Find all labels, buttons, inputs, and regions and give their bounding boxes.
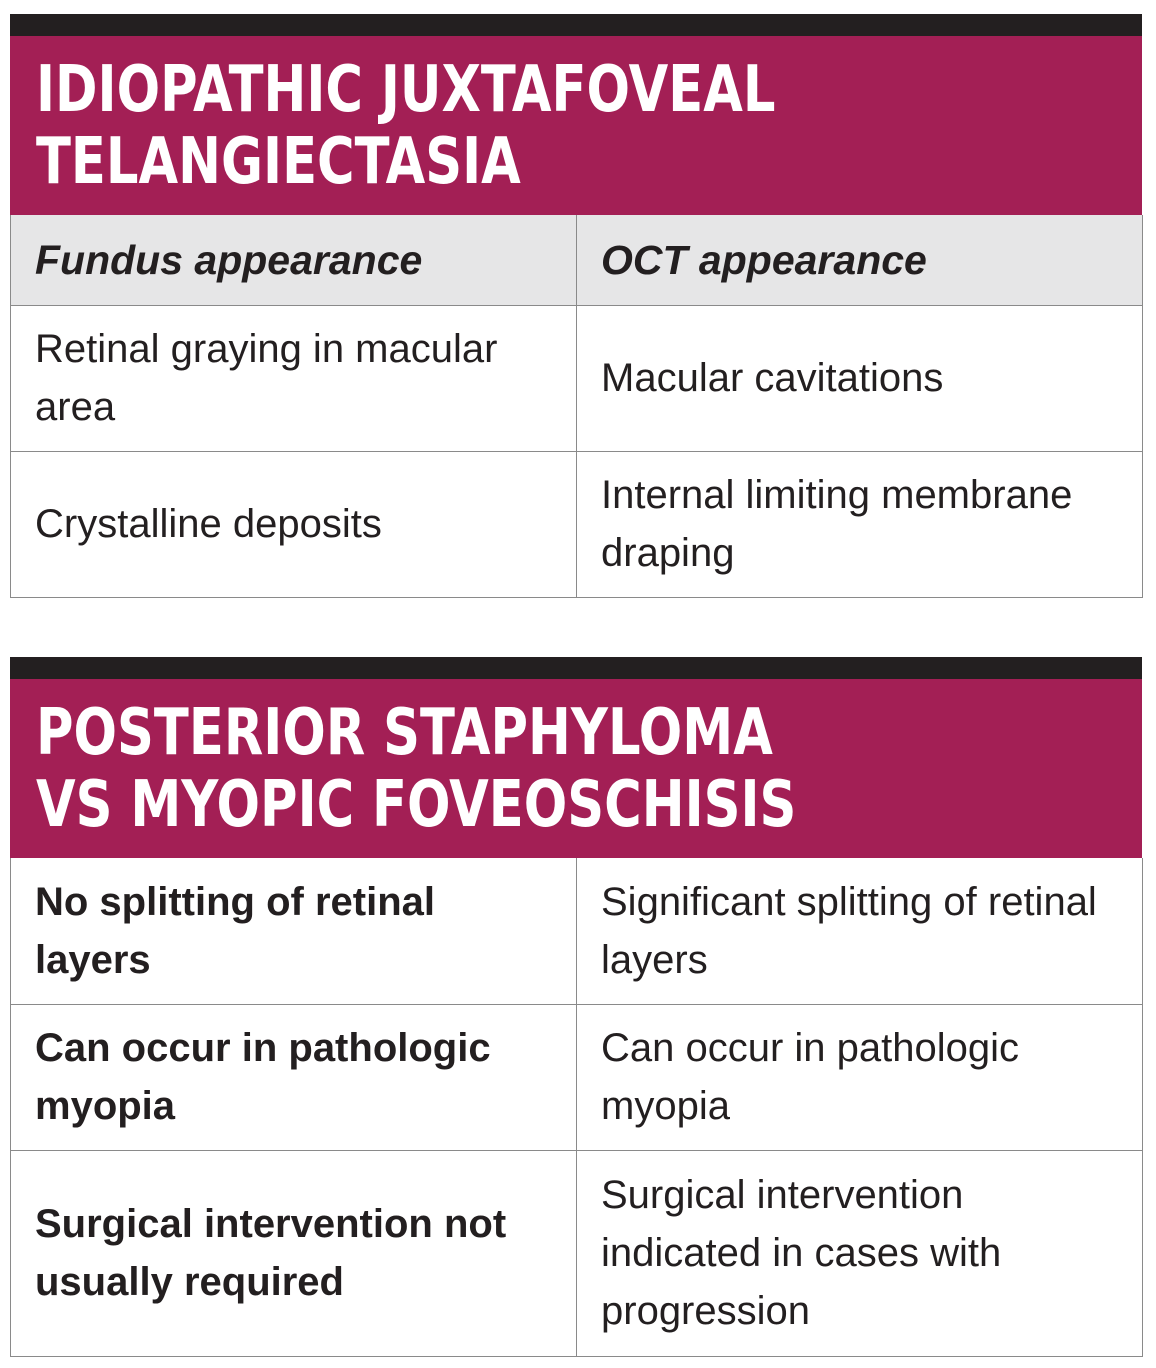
table-row (11, 451, 1143, 597)
table-cell: Crystalline deposits (11, 451, 577, 597)
header-fundus-appearance: Fundus appearance (11, 215, 577, 305)
posterior-staphyloma-vs-myopic-foveoschisis-panel (10, 657, 1142, 1357)
table-row (11, 1004, 1143, 1150)
panel-top-rule (10, 14, 1142, 36)
table-cell: Can occur in pathologic myopia (11, 1004, 577, 1150)
panel-top-rule (10, 657, 1142, 679)
table-cell: Can occur in pathologic myopia (577, 1004, 1143, 1150)
panel-title-line-1: POSTERIOR STAPHYLOMA (36, 695, 773, 770)
table-cell: Significant splitting of retinal layers (577, 858, 1143, 1004)
table-cell: Surgical intervention not usually required (11, 1150, 577, 1356)
table-cell: Internal limiting membrane draping (577, 451, 1143, 597)
table-row (11, 858, 1143, 1004)
header-oct-appearance: OCT appearance (577, 215, 1143, 305)
table-cell: Macular cavitations (577, 305, 1143, 451)
table-row (11, 305, 1143, 451)
comparison-table (10, 858, 1143, 1357)
table-cell: No splitting of retinal layers (11, 858, 577, 1004)
panel-title-line-2: VS MYOPIC FOVEOSCHISIS (36, 767, 797, 842)
comparison-table (10, 215, 1143, 598)
panel-title-banner (10, 679, 1142, 858)
panel-title-banner (10, 36, 1142, 215)
table-header-row (11, 215, 1143, 305)
table-row (11, 1150, 1143, 1356)
table-cell: Retinal graying in macular area (11, 305, 577, 451)
table-cell: Surgical intervention indicated in cases with progression (577, 1150, 1143, 1356)
panel-title-line-2: TELANGIECTASIA (36, 124, 521, 199)
panel-title-line-1: IDIOPATHIC JUXTAFOVEAL (36, 52, 776, 127)
idiopathic-juxtafoveal-telangiectasia-panel (10, 14, 1142, 598)
